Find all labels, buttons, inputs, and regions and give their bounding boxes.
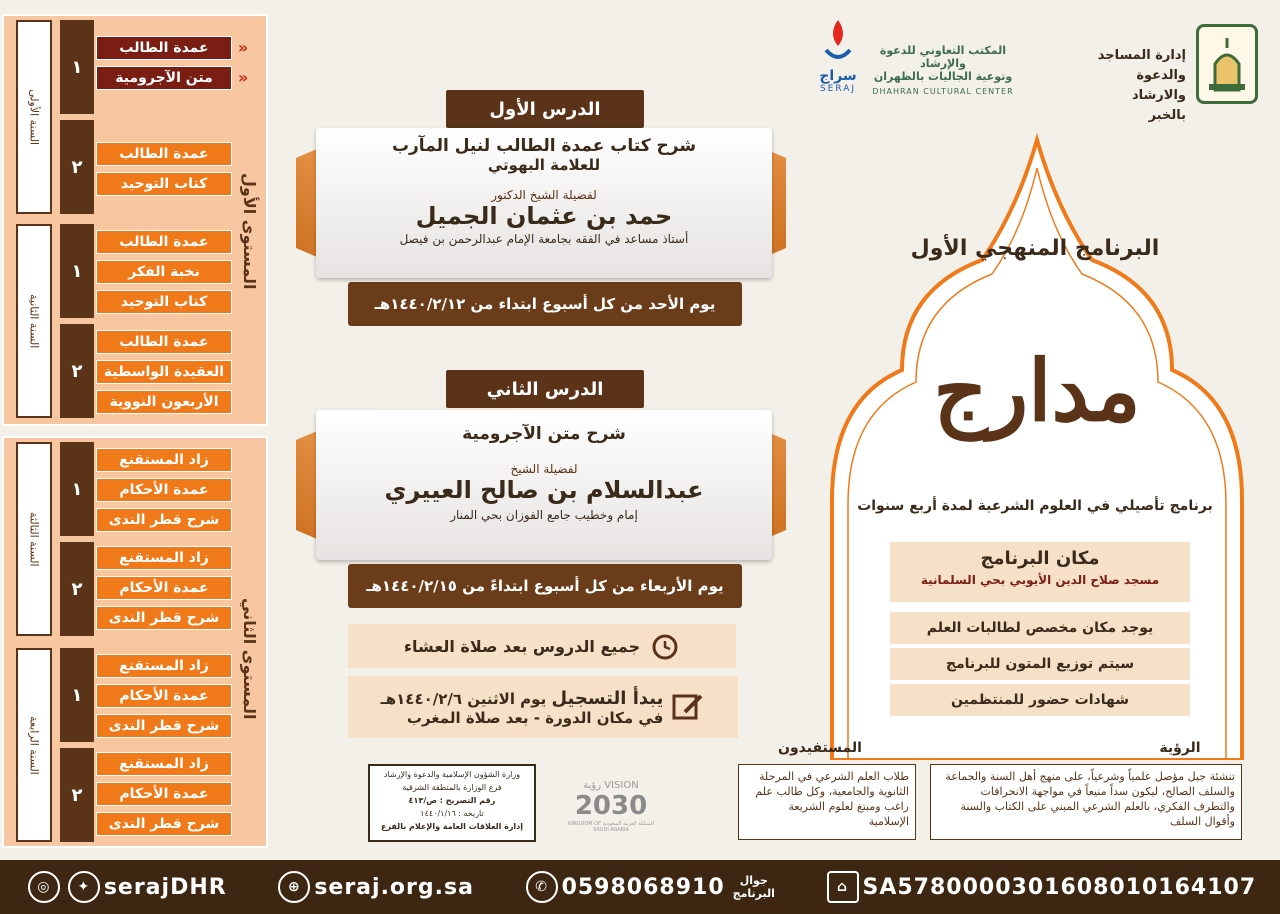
vision-box (930, 764, 1242, 840)
registration-note (348, 676, 738, 738)
year2-term1-item1: عمدة الطالب (96, 230, 232, 254)
lesson2-role: إمام وخطيب جامع الفوزان بحي المنار (450, 508, 638, 522)
year2-term2-item1: عمدة الطالب (96, 330, 232, 354)
time-note (348, 624, 736, 668)
year2-term1-item3: كتاب التوحيد (96, 290, 232, 314)
level1-label: المستوى الأول (240, 173, 259, 290)
feature-3: شهادات حضور للمنتظمين (890, 684, 1190, 716)
year4-term2-item1: زاد المستقنع (96, 752, 232, 776)
mosque-emblem-icon (1205, 34, 1249, 94)
ministry-logo (1196, 24, 1258, 104)
instagram-icon: ◎ (28, 871, 60, 903)
globe-icon: ⊕ (278, 871, 310, 903)
year4-term1-item2: عمدة الأحكام (96, 684, 232, 708)
registration-bold: يبدأ التسجيل (551, 687, 664, 709)
program-subtitle: برنامج تأصيلي في العلوم الشرعية لمدة أربع سنوات (857, 498, 1213, 514)
year4-term1-item3: شرح قطر الندى (96, 714, 232, 738)
lesson1-title: شرح كتاب عمدة الطالب لنيل المآرب (391, 136, 697, 156)
year1-term2-num: ٢ (60, 120, 94, 214)
year2-term1-item2: نخبة الفكر (96, 260, 232, 284)
lesson2-sheikh: عبدالسلام بن صالح العييري (384, 476, 704, 504)
year3-label: السنة الثالثة (16, 442, 52, 636)
feature-1: يوجد مكان مخصص لطالبات العلم (890, 612, 1190, 644)
year2-label: السنة الثانية (16, 224, 52, 418)
phone-icon: ✆ (526, 871, 558, 903)
year1-label: السنة الأولى (16, 20, 52, 214)
year3-term1-item3: شرح قطر الندى (96, 508, 232, 532)
phone-number[interactable]: ✆ 0598068910 جوال البرنامج (522, 871, 775, 903)
beneficiaries-box (738, 764, 916, 840)
lesson2-schedule: يوم الأربعاء من كل أسبوع ابتداءً من ١٤٤٠/٢/١٥هـ (348, 564, 742, 608)
website-link[interactable]: ⊕ seraj.org.sa (274, 871, 474, 903)
alarm-clock-icon (650, 631, 680, 661)
year3-term1-num: ١ (60, 442, 94, 536)
lesson2-title: شرح متن الآجرومية (462, 424, 626, 444)
phone-label-1: جوال (739, 874, 768, 887)
year4-term1-item1: زاد المستقنع (96, 654, 232, 678)
year3-term2-item3: شرح قطر الندى (96, 606, 232, 630)
seraj-logo: سراج SERAJ (812, 16, 864, 102)
year3-term1-item2: عمدة الأحكام (96, 478, 232, 502)
social-handle[interactable]: ◎ ✦ serajDHR (24, 871, 227, 903)
lesson2-prefix: لفضيلة الشيخ (510, 462, 578, 476)
lesson2-tab: الدرس الثاني (446, 370, 644, 408)
footer-bar (0, 860, 1280, 914)
year4-term2-item3: شرح قطر الندى (96, 812, 232, 836)
year1-term1-num: ١ (60, 20, 94, 114)
year3-term2-num: ٢ (60, 542, 94, 636)
venue-text: مسجد صلاح الدين الأيوبي بحي السلمانية (920, 573, 1160, 587)
year2-term2-item3: الأربعون النووية (96, 390, 232, 414)
edit-pen-icon (671, 690, 705, 724)
year4-term2-num: ٢ (60, 748, 94, 842)
year3-term2-item1: زاد المستقنع (96, 546, 232, 570)
time-note-text: جميع الدروس بعد صلاة العشاء (403, 636, 641, 656)
year4-label: السنة الرابعة (16, 648, 52, 842)
level2-label: المستوى الثاني (240, 598, 259, 720)
twitter-icon: ✦ (68, 871, 100, 903)
permit-stamp: وزارة الشؤون الإسلامية والدعوة والإرشاد فرع الوزارة بالمنطقة الشرقية رقم التصريح : ص/٤١٣ تاريخه : ١٤٤٠/١/١٦ إدارة العلاقات العامة والإعلام بالفرع (368, 764, 536, 842)
ministry-name: إدارة المساجد والدعوة والارشاد بالخبر (1097, 48, 1186, 123)
year2-term2-item2: العقيدة الواسطية (96, 360, 232, 384)
year2-term1-num: ١ (60, 224, 94, 318)
registration-date: يوم الاثنين ١٤٤٠/٢/٦هـ (380, 689, 547, 708)
feature-2: سيتم توزيع المتون للبرنامج (890, 648, 1190, 680)
year2-term2-num: ٢ (60, 324, 94, 418)
bank-icon: ⌂ (827, 871, 859, 903)
lesson1-author: للعلامة البهوتي (487, 156, 601, 174)
year4-term2-item2: عمدة الأحكام (96, 782, 232, 806)
year1-term2-item2: كتاب التوحيد (96, 172, 232, 196)
current-arrow-icon: « (238, 38, 249, 57)
lesson1-prefix: لفضيلة الشيخ الدكتور (491, 188, 597, 202)
year1-term1-item2: متن الآجرومية (96, 66, 232, 90)
vision2030-logo: VISION رؤية 2030 المملكة العربية السعودية KINGDOM OF SAUDI ARABIA (568, 780, 654, 833)
vision-title: الرؤية (1159, 740, 1201, 756)
beneficiaries-text: طلاب العلم الشرعي في المرحلة الثانوية والجامعية، وكل طالب علم راغب ومبتغ لعلوم الشريعة الإسلامية (755, 770, 909, 828)
beneficiaries-title: المستفيدون (778, 740, 862, 756)
lesson1-schedule: يوم الأحد من كل أسبوع ابتداء من ١٤٤٠/٢/١٢هـ (348, 282, 742, 326)
year3-term1-item1: زاد المستقنع (96, 448, 232, 472)
iban-number: ⌂ SA5780000301608010164107 (823, 871, 1257, 903)
vision-text: تنشئة جيل مؤصل علمياً وشرعياً، على منهج أهل السنة والجماعة والسلف الصالح، ليكون سداً منيعاً في مواجهة الانحرافات والتطرف الفكري، بالعلم الشرعي المبني على الكتاب والسنة وأقوال السلف (945, 770, 1235, 828)
flame-icon (818, 16, 858, 64)
year3-term2-item2: عمدة الأحكام (96, 576, 232, 600)
lesson1-card (316, 128, 772, 278)
year1-term2-item1: عمدة الطالب (96, 142, 232, 166)
lesson1-role: أستاذ مساعد في الفقه بجامعة الإمام عبدالرحمن بن فيصل (399, 232, 689, 246)
current-arrow-icon-2: « (238, 68, 249, 87)
registration-place: في مكان الدورة - بعد صلاة المغرب (406, 708, 664, 727)
lesson1-tab: الدرس الأول (446, 90, 644, 128)
dhahran-center-logo: المكتب التعاوني للدعوة والإرشاد وتوعية الجاليات بالظهران DHAHRAN CULTURAL CENTER (872, 44, 1014, 96)
venue-title: مكان البرنامج (980, 548, 1100, 569)
venue-box (890, 542, 1190, 602)
lesson2-card (316, 410, 772, 560)
program-title: البرنامج المنهجي الأول (910, 236, 1160, 261)
phone-label-2: البرنامج (732, 887, 775, 900)
year1-term1-item1: عمدة الطالب (96, 36, 232, 60)
year4-term1-num: ١ (60, 648, 94, 742)
program-name: مدارج (933, 340, 1141, 440)
lesson1-sheikh: حمد بن عثمان الجميل (415, 202, 673, 230)
